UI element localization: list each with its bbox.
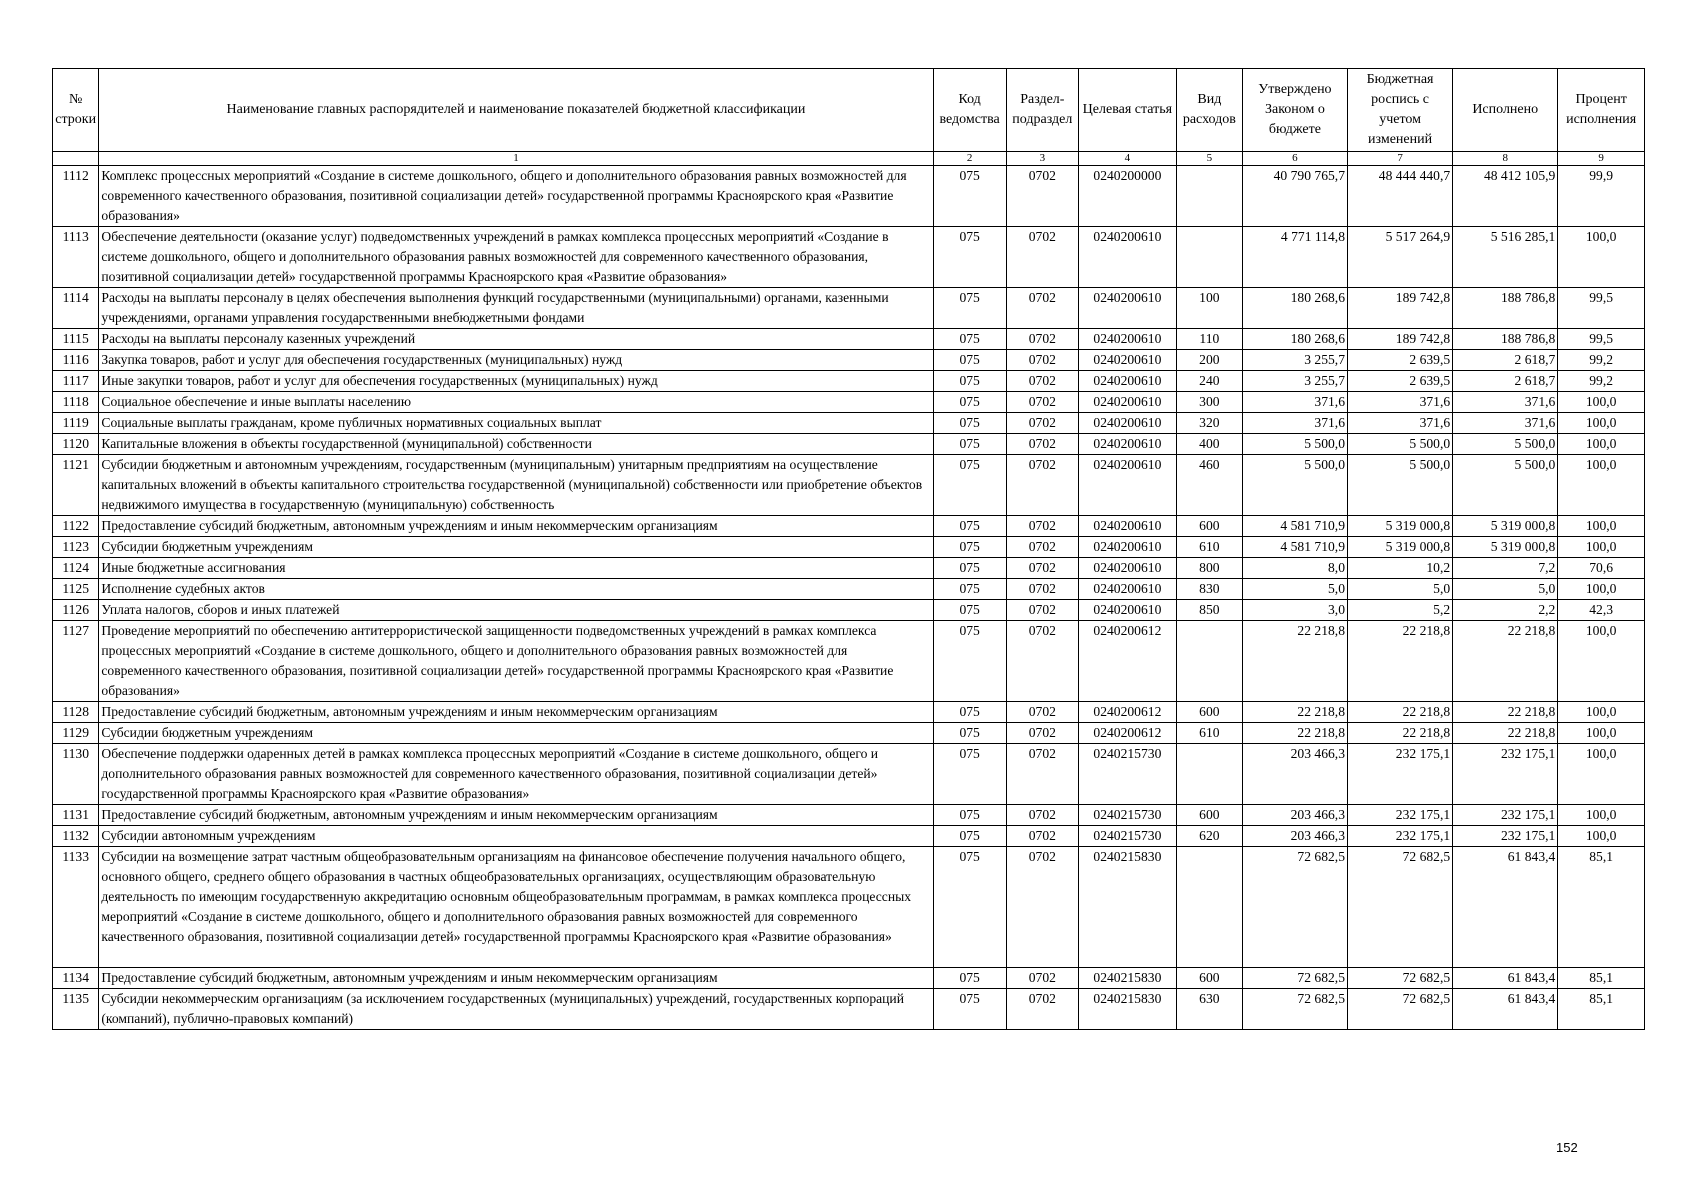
header-row-number: № строки xyxy=(53,69,99,152)
percent-cell: 42,3 xyxy=(1558,600,1645,621)
row-name-cell: Капитальные вложения в объекты государственной (муниципальной) собственности xyxy=(99,434,933,455)
table-row xyxy=(53,558,1645,579)
column-number: 7 xyxy=(1348,152,1453,166)
target-article-cell: 0240215730 xyxy=(1078,826,1176,847)
percent-cell: 100,0 xyxy=(1558,702,1645,723)
row-number-cell: 1135 xyxy=(53,989,99,1030)
percent-cell: 100,0 xyxy=(1558,723,1645,744)
executed-amount-cell: 2 618,7 xyxy=(1453,350,1558,371)
executed-amount-cell: 5 319 000,8 xyxy=(1453,537,1558,558)
table-row xyxy=(53,826,1645,847)
schedule-amount-cell: 2 639,5 xyxy=(1348,371,1453,392)
expense-type-cell: 100 xyxy=(1176,288,1242,329)
row-number-cell: 1128 xyxy=(53,702,99,723)
table-row xyxy=(53,744,1645,805)
percent-cell: 100,0 xyxy=(1558,455,1645,516)
table-row xyxy=(53,434,1645,455)
dept-code-cell: 075 xyxy=(933,392,1006,413)
approved-amount-cell: 22 218,8 xyxy=(1242,702,1347,723)
percent-cell: 70,6 xyxy=(1558,558,1645,579)
row-number-cell: 1115 xyxy=(53,329,99,350)
approved-amount-cell: 203 466,3 xyxy=(1242,805,1347,826)
expense-type-cell: 300 xyxy=(1176,392,1242,413)
row-number-cell: 1129 xyxy=(53,723,99,744)
percent-cell: 99,9 xyxy=(1558,166,1645,227)
percent-cell: 100,0 xyxy=(1558,392,1645,413)
target-article-cell: 0240200610 xyxy=(1078,579,1176,600)
expense-type-cell: 830 xyxy=(1176,579,1242,600)
approved-amount-cell: 371,6 xyxy=(1242,392,1347,413)
header-row xyxy=(53,69,1645,152)
executed-amount-cell: 48 412 105,9 xyxy=(1453,166,1558,227)
section-cell: 0702 xyxy=(1006,166,1078,227)
table-row xyxy=(53,516,1645,537)
section-cell: 0702 xyxy=(1006,227,1078,288)
row-number-cell: 1132 xyxy=(53,826,99,847)
dept-code-cell: 075 xyxy=(933,805,1006,826)
header-section: Раздел-подраздел xyxy=(1006,69,1078,152)
approved-amount-cell: 3,0 xyxy=(1242,600,1347,621)
row-number-cell: 1117 xyxy=(53,371,99,392)
row-name-cell: Субсидии бюджетным учреждениям xyxy=(99,723,933,744)
section-cell: 0702 xyxy=(1006,434,1078,455)
target-article-cell: 0240200000 xyxy=(1078,166,1176,227)
table-row xyxy=(53,723,1645,744)
header-approved: Утверждено Законом о бюджете xyxy=(1242,69,1347,152)
percent-cell: 100,0 xyxy=(1558,579,1645,600)
section-cell: 0702 xyxy=(1006,516,1078,537)
column-number: 9 xyxy=(1558,152,1645,166)
dept-code-cell: 075 xyxy=(933,968,1006,989)
section-cell: 0702 xyxy=(1006,989,1078,1030)
target-article-cell: 0240200610 xyxy=(1078,455,1176,516)
executed-amount-cell: 232 175,1 xyxy=(1453,805,1558,826)
dept-code-cell: 075 xyxy=(933,621,1006,702)
table-row xyxy=(53,600,1645,621)
schedule-amount-cell: 5 500,0 xyxy=(1348,434,1453,455)
section-cell: 0702 xyxy=(1006,579,1078,600)
percent-cell: 85,1 xyxy=(1558,847,1645,968)
executed-amount-cell: 61 843,4 xyxy=(1453,968,1558,989)
dept-code-cell: 075 xyxy=(933,989,1006,1030)
column-number: 5 xyxy=(1176,152,1242,166)
approved-amount-cell: 8,0 xyxy=(1242,558,1347,579)
column-number: 1 xyxy=(99,152,933,166)
executed-amount-cell: 22 218,8 xyxy=(1453,702,1558,723)
section-cell: 0702 xyxy=(1006,329,1078,350)
percent-cell: 100,0 xyxy=(1558,413,1645,434)
row-name-cell: Субсидии бюджетным и автономным учреждениям, государственным (муниципальным) унитарным предприятиям на осуществление капитальных вложений в объекты капитального строительства государственной (муниципальной) собственности или приобретение объектов недвижимого имущества в государственную (муниципальную) собственность xyxy=(99,455,933,516)
row-name-cell: Иные закупки товаров, работ и услуг для обеспечения государственных (муниципальных) нужд xyxy=(99,371,933,392)
header-percent: Процент исполнения xyxy=(1558,69,1645,152)
approved-amount-cell: 72 682,5 xyxy=(1242,968,1347,989)
expense-type-cell: 850 xyxy=(1176,600,1242,621)
row-name-cell: Предоставление субсидий бюджетным, автономным учреждениям и иным некоммерческим организациям xyxy=(99,516,933,537)
header-executed: Исполнено xyxy=(1453,69,1558,152)
row-name-cell: Субсидии на возмещение затрат частным общеобразовательным организациям на финансовое обеспечение получения начального общего, основного общего, среднего общего образования в частных общеобразовательных организациях, осуществляющим образовательную деятельность по имеющим государственную аккредитацию основным общеобразовательным программам, в рамках комплекса процессных мероприятий «Создание в системе дошкольного, общего и дополнительного образования равных возможностей для современного качественного образования, позитивной социализации детей» государственной программы Красноярского края «Развитие образования» xyxy=(99,847,933,968)
executed-amount-cell: 22 218,8 xyxy=(1453,621,1558,702)
percent-cell: 100,0 xyxy=(1558,434,1645,455)
approved-amount-cell: 180 268,6 xyxy=(1242,288,1347,329)
table-row xyxy=(53,537,1645,558)
row-number-cell: 1133 xyxy=(53,847,99,968)
executed-amount-cell: 61 843,4 xyxy=(1453,989,1558,1030)
dept-code-cell: 075 xyxy=(933,434,1006,455)
dept-code-cell: 075 xyxy=(933,413,1006,434)
percent-cell: 85,1 xyxy=(1558,968,1645,989)
header-target-article: Целевая статья xyxy=(1078,69,1176,152)
expense-type-cell: 610 xyxy=(1176,537,1242,558)
section-cell: 0702 xyxy=(1006,350,1078,371)
section-cell: 0702 xyxy=(1006,805,1078,826)
schedule-amount-cell: 5 319 000,8 xyxy=(1348,516,1453,537)
schedule-amount-cell: 232 175,1 xyxy=(1348,826,1453,847)
executed-amount-cell: 188 786,8 xyxy=(1453,329,1558,350)
dept-code-cell: 075 xyxy=(933,227,1006,288)
dept-code-cell: 075 xyxy=(933,826,1006,847)
expense-type-cell: 110 xyxy=(1176,329,1242,350)
approved-amount-cell: 5 500,0 xyxy=(1242,455,1347,516)
schedule-amount-cell: 371,6 xyxy=(1348,392,1453,413)
table-row xyxy=(53,371,1645,392)
schedule-amount-cell: 72 682,5 xyxy=(1348,968,1453,989)
target-article-cell: 0240215830 xyxy=(1078,989,1176,1030)
executed-amount-cell: 5 319 000,8 xyxy=(1453,516,1558,537)
column-number: 2 xyxy=(933,152,1006,166)
approved-amount-cell: 4 581 710,9 xyxy=(1242,516,1347,537)
expense-type-cell: 320 xyxy=(1176,413,1242,434)
column-number-blank xyxy=(53,152,99,166)
percent-cell: 99,5 xyxy=(1558,288,1645,329)
row-number-cell: 1127 xyxy=(53,621,99,702)
budget-execution-table xyxy=(52,68,1645,1030)
schedule-amount-cell: 72 682,5 xyxy=(1348,847,1453,968)
table-row xyxy=(53,166,1645,227)
row-name-cell: Предоставление субсидий бюджетным, автономным учреждениям и иным некоммерческим организациям xyxy=(99,702,933,723)
table-row xyxy=(53,805,1645,826)
row-number-cell: 1114 xyxy=(53,288,99,329)
expense-type-cell: 600 xyxy=(1176,805,1242,826)
row-number-cell: 1124 xyxy=(53,558,99,579)
schedule-amount-cell: 5 500,0 xyxy=(1348,455,1453,516)
approved-amount-cell: 72 682,5 xyxy=(1242,989,1347,1030)
expense-type-cell: 800 xyxy=(1176,558,1242,579)
row-number-cell: 1122 xyxy=(53,516,99,537)
target-article-cell: 0240200610 xyxy=(1078,600,1176,621)
target-article-cell: 0240200610 xyxy=(1078,392,1176,413)
row-name-cell: Предоставление субсидий бюджетным, автономным учреждениям и иным некоммерческим организациям xyxy=(99,968,933,989)
table-row xyxy=(53,288,1645,329)
row-name-cell: Иные бюджетные ассигнования xyxy=(99,558,933,579)
dept-code-cell: 075 xyxy=(933,350,1006,371)
budget-table-sheet xyxy=(52,68,1645,1030)
row-number-cell: 1113 xyxy=(53,227,99,288)
schedule-amount-cell: 22 218,8 xyxy=(1348,723,1453,744)
row-name-cell: Субсидии бюджетным учреждениям xyxy=(99,537,933,558)
table-row xyxy=(53,227,1645,288)
section-cell: 0702 xyxy=(1006,392,1078,413)
section-cell: 0702 xyxy=(1006,847,1078,968)
executed-amount-cell: 5,0 xyxy=(1453,579,1558,600)
expense-type-cell: 600 xyxy=(1176,702,1242,723)
row-number-cell: 1126 xyxy=(53,600,99,621)
table-row xyxy=(53,350,1645,371)
table-row xyxy=(53,579,1645,600)
expense-type-cell: 630 xyxy=(1176,989,1242,1030)
approved-amount-cell: 203 466,3 xyxy=(1242,744,1347,805)
expense-type-cell xyxy=(1176,621,1242,702)
executed-amount-cell: 5 500,0 xyxy=(1453,434,1558,455)
row-name-cell: Расходы на выплаты персоналу казенных учреждений xyxy=(99,329,933,350)
expense-type-cell xyxy=(1176,744,1242,805)
executed-amount-cell: 22 218,8 xyxy=(1453,723,1558,744)
section-cell: 0702 xyxy=(1006,600,1078,621)
percent-cell: 100,0 xyxy=(1558,516,1645,537)
dept-code-cell: 075 xyxy=(933,516,1006,537)
executed-amount-cell: 371,6 xyxy=(1453,392,1558,413)
table-row xyxy=(53,847,1645,968)
expense-type-cell: 200 xyxy=(1176,350,1242,371)
approved-amount-cell: 22 218,8 xyxy=(1242,723,1347,744)
table-row xyxy=(53,392,1645,413)
header-budget-schedule: Бюджетная роспись с учетом изменений xyxy=(1348,69,1453,152)
section-cell: 0702 xyxy=(1006,371,1078,392)
row-name-cell: Обеспечение деятельности (оказание услуг) подведомственных учреждений в рамках комплекса процессных мероприятий «Создание в системе дошкольного, общего и дополнительного образования равных возможностей для современного качественного образования, позитивной социализации детей» государственной программы Красноярского края «Развитие образования» xyxy=(99,227,933,288)
table-row xyxy=(53,455,1645,516)
executed-amount-cell: 5 500,0 xyxy=(1453,455,1558,516)
percent-cell: 100,0 xyxy=(1558,805,1645,826)
schedule-amount-cell: 5,2 xyxy=(1348,600,1453,621)
target-article-cell: 0240200610 xyxy=(1078,227,1176,288)
dept-code-cell: 075 xyxy=(933,329,1006,350)
row-name-cell: Проведение мероприятий по обеспечению антитеррористической защищенности подведомственных учреждений в рамках комплекса процессных мероприятий «Создание в системе дошкольного, общего и дополнительного образования равных возможностей для современного качественного образования, позитивной социализации детей» государственной программы Красноярского края «Развитие образования» xyxy=(99,621,933,702)
executed-amount-cell: 2,2 xyxy=(1453,600,1558,621)
schedule-amount-cell: 189 742,8 xyxy=(1348,288,1453,329)
expense-type-cell: 610 xyxy=(1176,723,1242,744)
schedule-amount-cell: 189 742,8 xyxy=(1348,329,1453,350)
schedule-amount-cell: 2 639,5 xyxy=(1348,350,1453,371)
dept-code-cell: 075 xyxy=(933,600,1006,621)
percent-cell: 99,5 xyxy=(1558,329,1645,350)
target-article-cell: 0240200610 xyxy=(1078,434,1176,455)
header-dept-code: Код ведомства xyxy=(933,69,1006,152)
schedule-amount-cell: 232 175,1 xyxy=(1348,744,1453,805)
expense-type-cell xyxy=(1176,227,1242,288)
approved-amount-cell: 5,0 xyxy=(1242,579,1347,600)
target-article-cell: 0240200610 xyxy=(1078,516,1176,537)
dept-code-cell: 075 xyxy=(933,579,1006,600)
percent-cell: 100,0 xyxy=(1558,826,1645,847)
expense-type-cell xyxy=(1176,166,1242,227)
dept-code-cell: 075 xyxy=(933,558,1006,579)
table-row xyxy=(53,621,1645,702)
schedule-amount-cell: 5 319 000,8 xyxy=(1348,537,1453,558)
target-article-cell: 0240200610 xyxy=(1078,413,1176,434)
row-name-cell: Социальное обеспечение и иные выплаты населению xyxy=(99,392,933,413)
row-number-cell: 1121 xyxy=(53,455,99,516)
executed-amount-cell: 232 175,1 xyxy=(1453,744,1558,805)
row-name-cell: Закупка товаров, работ и услуг для обеспечения государственных (муниципальных) нужд xyxy=(99,350,933,371)
target-article-cell: 0240200610 xyxy=(1078,350,1176,371)
approved-amount-cell: 4 771 114,8 xyxy=(1242,227,1347,288)
percent-cell: 100,0 xyxy=(1558,744,1645,805)
dept-code-cell: 075 xyxy=(933,371,1006,392)
section-cell: 0702 xyxy=(1006,558,1078,579)
row-number-cell: 1131 xyxy=(53,805,99,826)
row-name-cell: Уплата налогов, сборов и иных платежей xyxy=(99,600,933,621)
schedule-amount-cell: 232 175,1 xyxy=(1348,805,1453,826)
row-number-cell: 1123 xyxy=(53,537,99,558)
target-article-cell: 0240200610 xyxy=(1078,558,1176,579)
target-article-cell: 0240215830 xyxy=(1078,968,1176,989)
dept-code-cell: 075 xyxy=(933,166,1006,227)
approved-amount-cell: 3 255,7 xyxy=(1242,371,1347,392)
schedule-amount-cell: 5,0 xyxy=(1348,579,1453,600)
target-article-cell: 0240200610 xyxy=(1078,288,1176,329)
schedule-amount-cell: 5 517 264,9 xyxy=(1348,227,1453,288)
target-article-cell: 0240200612 xyxy=(1078,621,1176,702)
executed-amount-cell: 188 786,8 xyxy=(1453,288,1558,329)
table-row xyxy=(53,329,1645,350)
row-number-cell: 1134 xyxy=(53,968,99,989)
target-article-cell: 0240200610 xyxy=(1078,329,1176,350)
section-cell: 0702 xyxy=(1006,288,1078,329)
row-name-cell: Комплекс процессных мероприятий «Создание в системе дошкольного, общего и дополнительного образования равных возможностей для современного качественного образования, позитивной социализации детей» государственной программы Красноярского края «Развитие образования» xyxy=(99,166,933,227)
expense-type-cell: 240 xyxy=(1176,371,1242,392)
approved-amount-cell: 40 790 765,7 xyxy=(1242,166,1347,227)
executed-amount-cell: 61 843,4 xyxy=(1453,847,1558,968)
column-number: 8 xyxy=(1453,152,1558,166)
executed-amount-cell: 2 618,7 xyxy=(1453,371,1558,392)
dept-code-cell: 075 xyxy=(933,723,1006,744)
row-number-cell: 1130 xyxy=(53,744,99,805)
target-article-cell: 0240200612 xyxy=(1078,723,1176,744)
approved-amount-cell: 72 682,5 xyxy=(1242,847,1347,968)
table-row xyxy=(53,413,1645,434)
approved-amount-cell: 4 581 710,9 xyxy=(1242,537,1347,558)
row-number-cell: 1118 xyxy=(53,392,99,413)
section-cell: 0702 xyxy=(1006,537,1078,558)
row-name-cell: Социальные выплаты гражданам, кроме публичных нормативных социальных выплат xyxy=(99,413,933,434)
row-name-cell: Расходы на выплаты персоналу в целях обеспечения выполнения функций государственными (муниципальными) органами, казенными учреждениями, органами управления государственными внебюджетными фондами xyxy=(99,288,933,329)
target-article-cell: 0240200610 xyxy=(1078,537,1176,558)
row-number-cell: 1119 xyxy=(53,413,99,434)
percent-cell: 85,1 xyxy=(1558,989,1645,1030)
row-number-cell: 1112 xyxy=(53,166,99,227)
section-cell: 0702 xyxy=(1006,968,1078,989)
column-number-row xyxy=(53,152,1645,166)
column-number: 6 xyxy=(1242,152,1347,166)
section-cell: 0702 xyxy=(1006,744,1078,805)
header-expense-type: Вид расходов xyxy=(1176,69,1242,152)
table-body xyxy=(53,166,1645,1030)
dept-code-cell: 075 xyxy=(933,702,1006,723)
expense-type-cell: 600 xyxy=(1176,968,1242,989)
expense-type-cell: 460 xyxy=(1176,455,1242,516)
section-cell: 0702 xyxy=(1006,413,1078,434)
schedule-amount-cell: 22 218,8 xyxy=(1348,702,1453,723)
row-name-cell: Обеспечение поддержки одаренных детей в рамках комплекса процессных мероприятий «Создание в системе дошкольного, общего и дополнительного образования равных возможностей для современного качественного образования, позитивной социализации детей» государственной программы Красноярского края «Развитие образования» xyxy=(99,744,933,805)
column-number: 4 xyxy=(1078,152,1176,166)
schedule-amount-cell: 48 444 440,7 xyxy=(1348,166,1453,227)
dept-code-cell: 075 xyxy=(933,288,1006,329)
row-name-cell: Субсидии автономным учреждениям xyxy=(99,826,933,847)
expense-type-cell: 600 xyxy=(1176,516,1242,537)
schedule-amount-cell: 371,6 xyxy=(1348,413,1453,434)
percent-cell: 100,0 xyxy=(1558,621,1645,702)
row-name-cell: Исполнение судебных актов xyxy=(99,579,933,600)
table-row xyxy=(53,702,1645,723)
section-cell: 0702 xyxy=(1006,621,1078,702)
percent-cell: 100,0 xyxy=(1558,227,1645,288)
section-cell: 0702 xyxy=(1006,702,1078,723)
table-row xyxy=(53,968,1645,989)
page-number: 152 xyxy=(1556,1140,1578,1155)
executed-amount-cell: 371,6 xyxy=(1453,413,1558,434)
table-row xyxy=(53,989,1645,1030)
approved-amount-cell: 22 218,8 xyxy=(1242,621,1347,702)
dept-code-cell: 075 xyxy=(933,455,1006,516)
column-number: 3 xyxy=(1006,152,1078,166)
expense-type-cell: 400 xyxy=(1176,434,1242,455)
header-name: Наименование главных распорядителей и наименование показателей бюджетной классификации xyxy=(99,69,933,152)
target-article-cell: 0240200612 xyxy=(1078,702,1176,723)
approved-amount-cell: 371,6 xyxy=(1242,413,1347,434)
approved-amount-cell: 3 255,7 xyxy=(1242,350,1347,371)
row-number-cell: 1125 xyxy=(53,579,99,600)
dept-code-cell: 075 xyxy=(933,744,1006,805)
approved-amount-cell: 5 500,0 xyxy=(1242,434,1347,455)
schedule-amount-cell: 72 682,5 xyxy=(1348,989,1453,1030)
percent-cell: 100,0 xyxy=(1558,537,1645,558)
expense-type-cell: 620 xyxy=(1176,826,1242,847)
row-name-cell: Предоставление субсидий бюджетным, автономным учреждениям и иным некоммерческим организациям xyxy=(99,805,933,826)
executed-amount-cell: 7,2 xyxy=(1453,558,1558,579)
target-article-cell: 0240215830 xyxy=(1078,847,1176,968)
schedule-amount-cell: 10,2 xyxy=(1348,558,1453,579)
dept-code-cell: 075 xyxy=(933,537,1006,558)
expense-type-cell xyxy=(1176,847,1242,968)
row-name-cell: Субсидии некоммерческим организациям (за исключением государственных (муниципальных) учреждений, государственных корпораций (компаний), публично-правовых компаний) xyxy=(99,989,933,1030)
approved-amount-cell: 203 466,3 xyxy=(1242,826,1347,847)
schedule-amount-cell: 22 218,8 xyxy=(1348,621,1453,702)
dept-code-cell: 075 xyxy=(933,847,1006,968)
approved-amount-cell: 180 268,6 xyxy=(1242,329,1347,350)
executed-amount-cell: 5 516 285,1 xyxy=(1453,227,1558,288)
percent-cell: 99,2 xyxy=(1558,371,1645,392)
target-article-cell: 0240200610 xyxy=(1078,371,1176,392)
row-number-cell: 1120 xyxy=(53,434,99,455)
section-cell: 0702 xyxy=(1006,723,1078,744)
row-number-cell: 1116 xyxy=(53,350,99,371)
section-cell: 0702 xyxy=(1006,455,1078,516)
target-article-cell: 0240215730 xyxy=(1078,744,1176,805)
executed-amount-cell: 232 175,1 xyxy=(1453,826,1558,847)
section-cell: 0702 xyxy=(1006,826,1078,847)
percent-cell: 99,2 xyxy=(1558,350,1645,371)
target-article-cell: 0240215730 xyxy=(1078,805,1176,826)
